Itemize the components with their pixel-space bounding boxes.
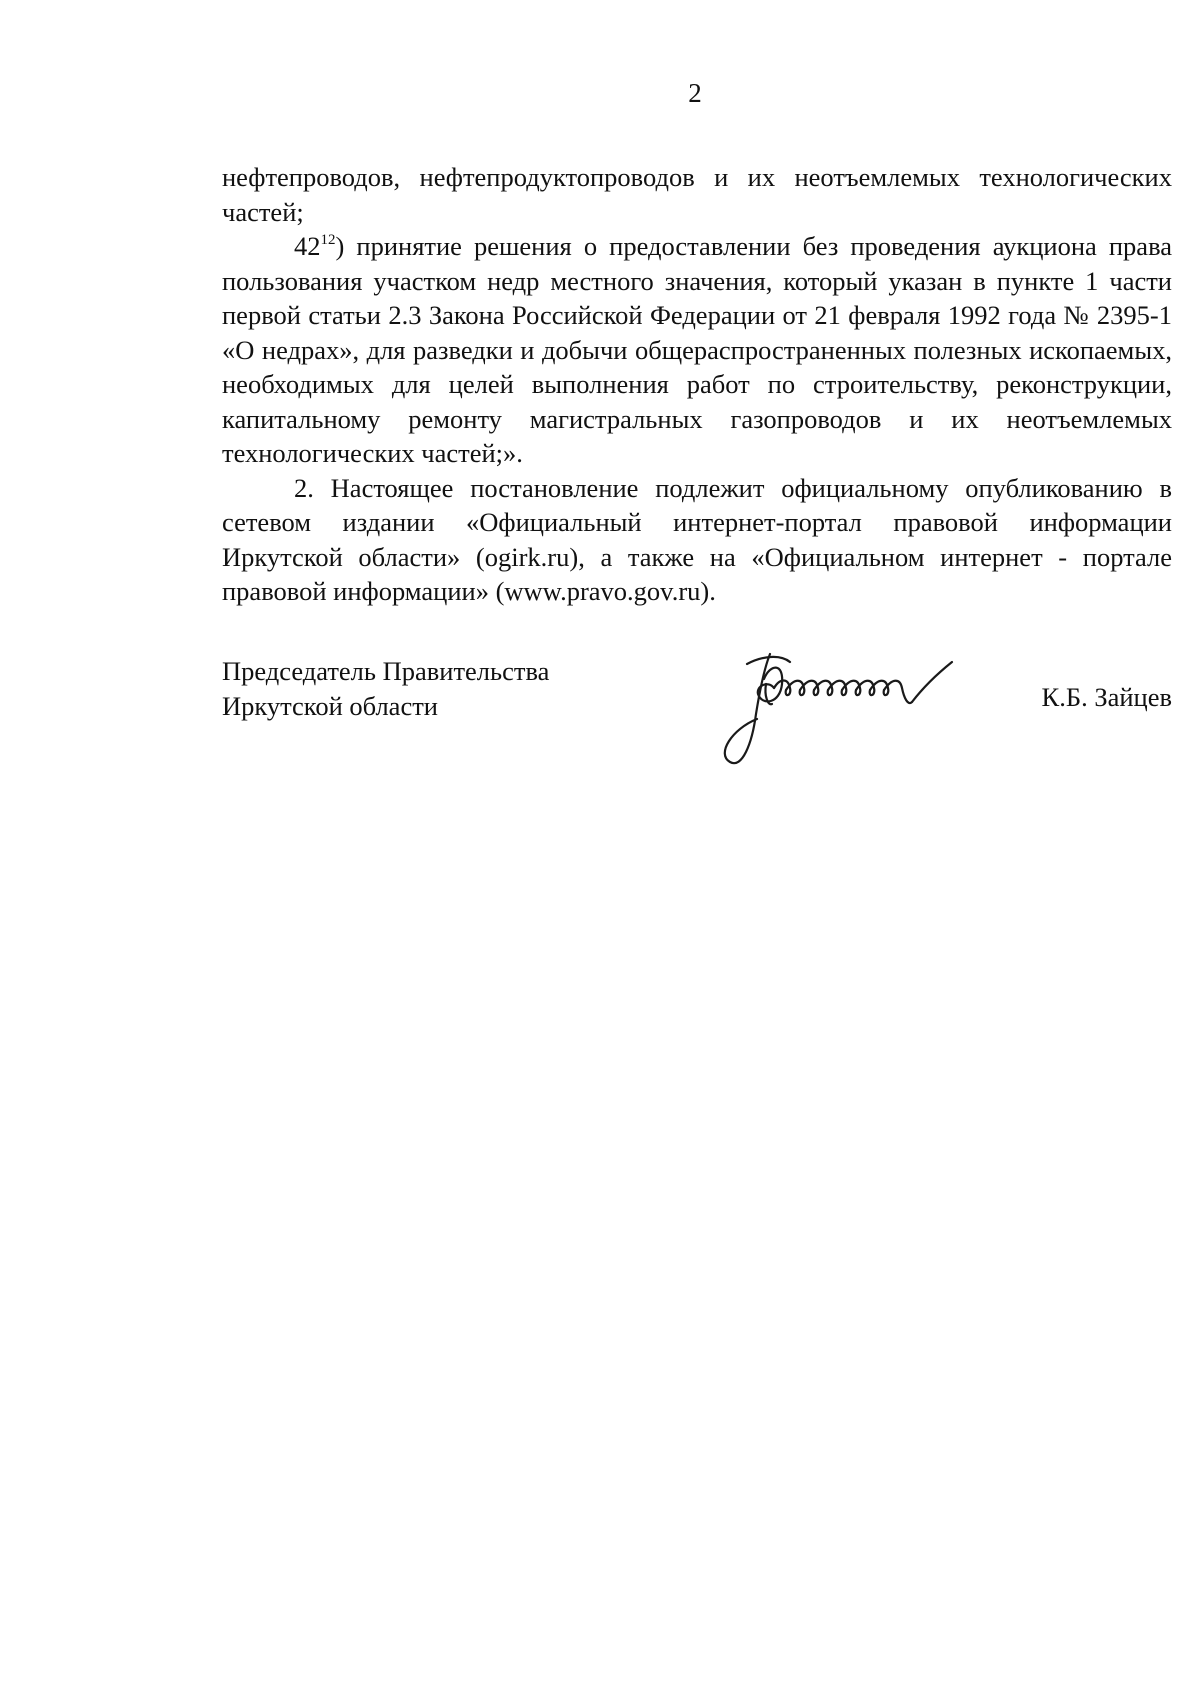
signature-block xyxy=(222,654,1172,794)
item-superscript: 12 xyxy=(320,232,336,248)
item-number: 42 xyxy=(294,231,321,261)
handwritten-signature xyxy=(712,634,972,784)
document-body xyxy=(222,160,1172,609)
paragraph-item-42-12 xyxy=(222,229,1172,471)
item-text: ) принятие решения о предоставлении без проведения аукциона права пользования участком недр местного значения, который указан в пункте 1 части первой статьи 2.3 Закона Российской Федерации от 21 февраля 1992 года № 2395-1 «О недрах», для разведки и добычи общераспространенных полезных ископаемых, необходимых для целей выполнения работ по строительству, реконструкции, капитальному ремонту магистральных газопроводов и их неотъемлемых технологических частей;». xyxy=(222,231,1172,468)
signatory-title-line1: Председатель Правительства xyxy=(222,656,550,686)
signatory-title xyxy=(222,654,549,724)
signatory-name: К.Б. Зайцев xyxy=(1041,682,1172,712)
signatory-title-line2: Иркутской области xyxy=(222,691,438,721)
paragraph-publication: 2. Настоящее постановление подлежит официальному опубликованию в сетевом издании «Официальный интернет-портал правовой информации Иркутской области» (ogirk.ru), а также на «Официальном интернет - портале правовой информации» (www.pravo.gov.ru). xyxy=(222,472,1172,606)
paragraph-continuation: нефтепроводов, нефтепродуктопроводов и их неотъемлемых технологических частей; xyxy=(222,162,1172,227)
page-number: 2 xyxy=(688,78,702,108)
